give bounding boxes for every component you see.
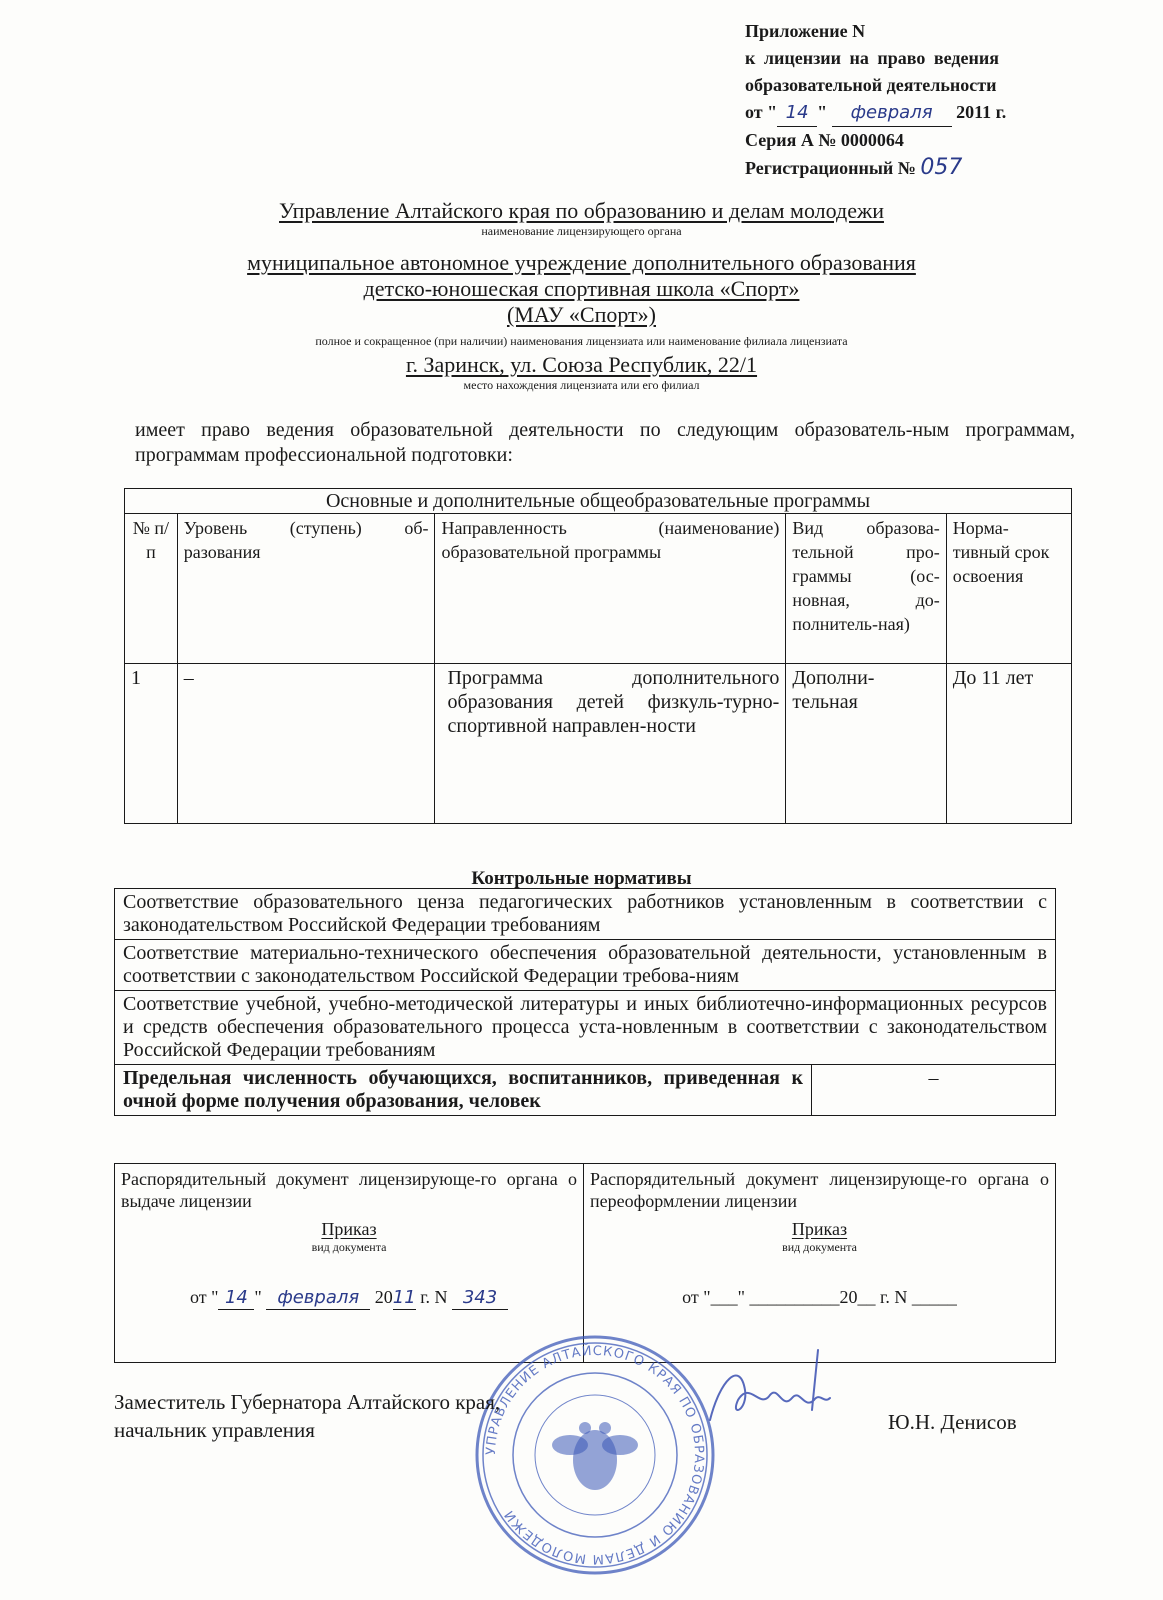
- control-item-2: Соответствие материально-технического обеспечения образовательной деятельности, установленным в соответствии с законодательством Российской Федерации требова-ниям: [115, 940, 1056, 991]
- seal-text: УПРАВЛЕНИЕ АЛТАЙСКОГО КРАЯ ПО ОБРАЗОВАНИЮ И ДЕЛАМ МОЛОДЕЖИ: [483, 1343, 707, 1567]
- appendix-line-3: образовательной деятельности: [745, 75, 997, 95]
- row-term: До 11 лет: [946, 664, 1071, 824]
- authority-name: Управление Алтайского края по образованию и делам молодежи: [279, 198, 884, 223]
- reissue-order-doc-caption: вид документа: [782, 1240, 857, 1254]
- row-num: 1: [125, 664, 178, 824]
- registration-number: 057: [920, 155, 963, 180]
- issue-year-prefix: 20: [370, 1287, 393, 1307]
- control-table: [114, 888, 1056, 1116]
- row-direction: Программа дополнительного образования детей физкуль-турно-спортивной направлен-ности: [435, 664, 786, 824]
- intro-text: имеет право ведения образовательной деятельности по следующим образователь-ным программам, программам профессиональной подготовки:: [135, 419, 1075, 466]
- issue-order-doc-caption: вид документа: [311, 1240, 387, 1254]
- authority-block: [0, 198, 1163, 238]
- licensee-line-1: муниципальное автономное учреждение дополнительного образования: [247, 250, 916, 275]
- limit-value: –: [812, 1065, 1056, 1116]
- licensee-caption: полное и сокращенное (при наличии) наименования лицензиата или наименование филиала лицензиата: [315, 334, 848, 348]
- issue-order-text: Распорядительный документ лицензирующе-го органа о выдаче лицензии: [121, 1169, 577, 1211]
- address-caption: место нахождения лицензиата или его филиал: [463, 378, 700, 392]
- limit-label: Предельная численность обучающихся, воспитанников, приведенная к очной форме получения образования, человек: [115, 1065, 812, 1116]
- signatory-name: Ю.Н. Денисов: [888, 1410, 1017, 1434]
- registration: [745, 154, 1065, 182]
- issue-date-mid: ": [254, 1287, 267, 1307]
- official-seal: [470, 1330, 720, 1580]
- issue-order-doc: Приказ: [321, 1219, 377, 1239]
- row-kind: Дополни-тельная: [786, 664, 946, 824]
- header-level: Уровень (ступень) об-разования: [177, 514, 435, 664]
- licensee-block: [0, 250, 1163, 392]
- header-term: Норма-тивный срок освоения: [946, 514, 1071, 664]
- authority-caption: наименование лицензирующего органа: [481, 224, 682, 238]
- signatory-position: [114, 1388, 500, 1444]
- control-title: Контрольные нормативы: [471, 868, 692, 889]
- licensee-address: г. Заринск, ул. Союза Республик, 22/1: [405, 352, 758, 377]
- reissue-order-text: Распорядительный документ лицензирующе-го органа о переоформлении лицензии: [590, 1169, 1049, 1211]
- appendix-header: [745, 18, 1065, 182]
- row-level: –: [177, 664, 435, 824]
- appendix-line-2: к лицензии на право ведения: [745, 48, 999, 68]
- header-kind: Вид образова-тельной про-граммы (ос-новная, до-полнитель-ная): [786, 514, 946, 664]
- header-num: № п/п: [125, 514, 178, 664]
- licensee-short: (МАУ «Спорт»): [506, 302, 656, 327]
- issue-date-month: февраля: [266, 1287, 370, 1310]
- issue-num-label: г. N: [415, 1287, 453, 1307]
- appendix-date: [745, 99, 1065, 127]
- date-day: 14: [777, 99, 817, 127]
- position-line-1: Заместитель Губернатора Алтайского края,: [114, 1390, 501, 1414]
- date-year: 2011 г.: [951, 102, 1007, 122]
- licensee-line-2: детско-юношеская спортивная школа «Спорт»: [363, 276, 800, 301]
- registration-label: Регистрационный №: [745, 158, 921, 178]
- date-month: февраля: [832, 99, 952, 127]
- programs-table: [124, 488, 1072, 824]
- issue-date-prefix: от ": [189, 1287, 219, 1307]
- position-line-2: начальник управления: [114, 1418, 315, 1442]
- date-prefix: от ": [745, 102, 778, 122]
- date-mid: ": [817, 102, 832, 122]
- issue-year-suffix: 11: [392, 1287, 416, 1308]
- programs-title: Основные и дополнительные общеобразовательные программы: [125, 489, 1072, 514]
- appendix-title: Приложение N: [745, 21, 866, 41]
- issue-date-day: 14: [218, 1287, 254, 1310]
- issue-order-date: [121, 1286, 577, 1310]
- signature-scribble: [700, 1340, 850, 1440]
- control-item-1: Соответствие образовательного ценза педагогических работников установленным в соответствии с законодательством Российской Федерации требованиям: [115, 889, 1056, 940]
- header-direction: Направленность (наименование) образовательной программы: [435, 514, 786, 664]
- reissue-order-date: от "___" __________20__ г. N _____: [682, 1287, 957, 1307]
- series: Серия А № 0000064: [745, 130, 904, 150]
- reissue-order-doc: Приказ: [791, 1219, 848, 1239]
- issue-number: 343: [452, 1287, 508, 1310]
- table-row: [125, 664, 1072, 824]
- control-item-3: Соответствие учебной, учебно-методической литературы и иных библиотечно-информационных ресурсов и средств обеспечения образовательного процесса уста-новленным в соответствии с законодательством Российской Федерации требованиям: [115, 991, 1056, 1065]
